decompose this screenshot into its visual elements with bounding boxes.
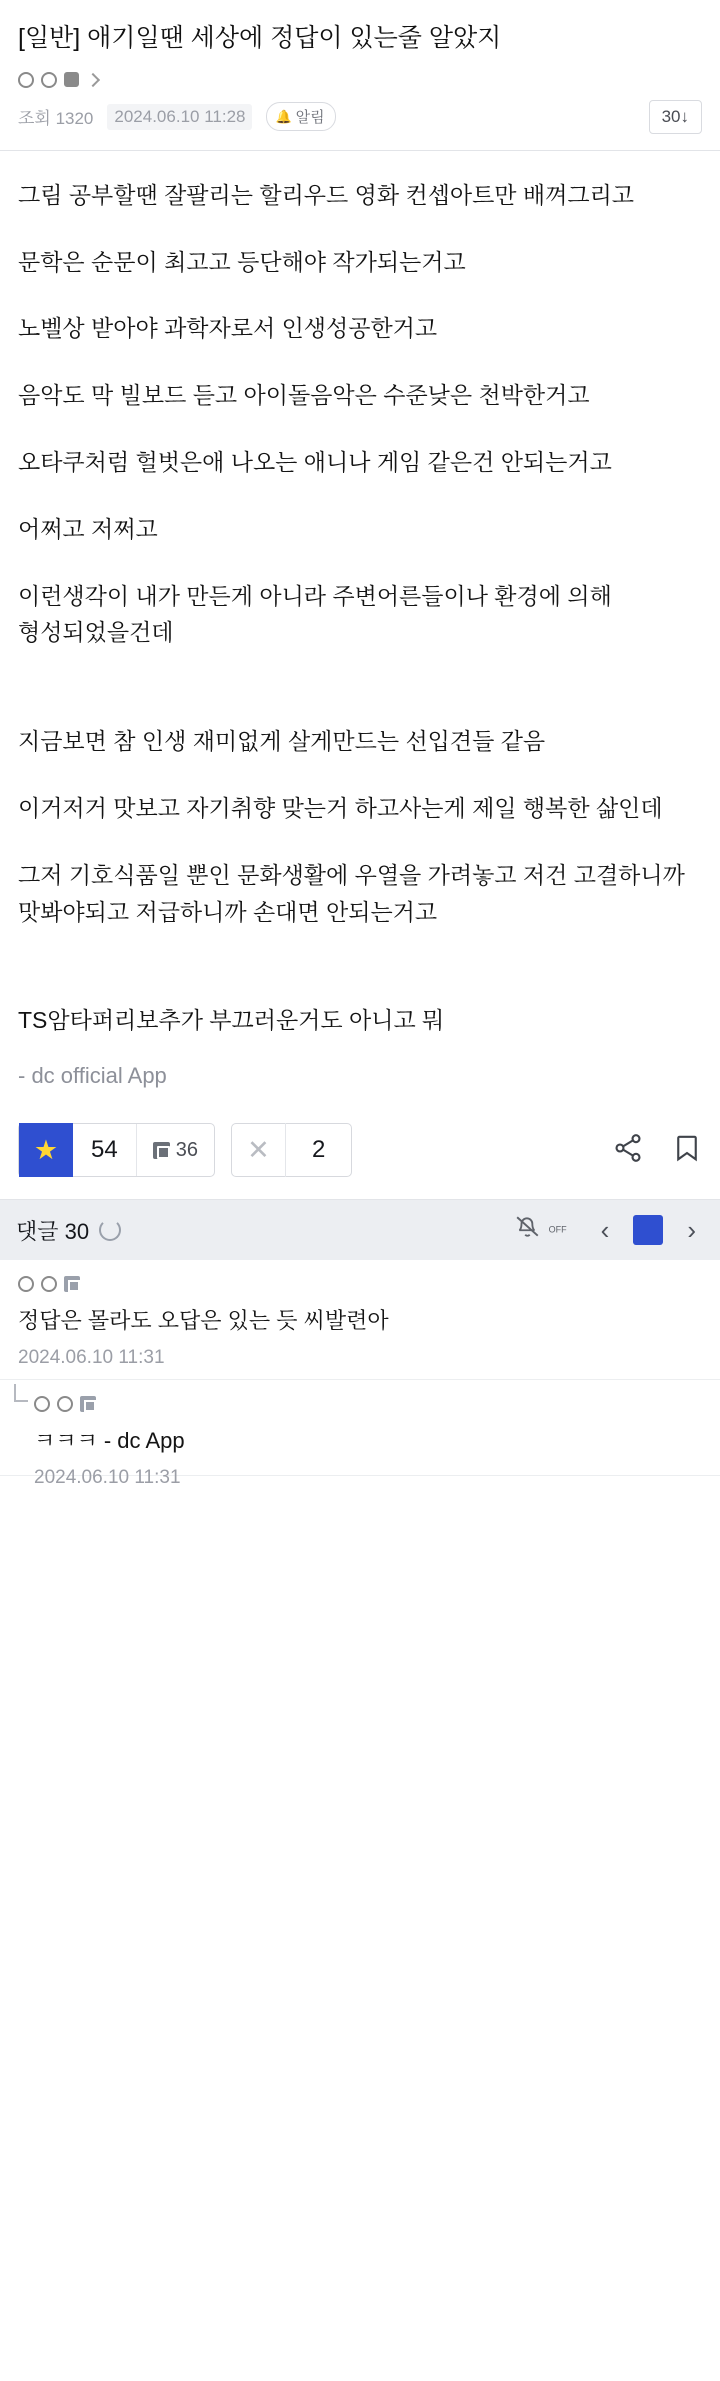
bell-icon: 🔔 bbox=[275, 108, 292, 124]
bookmark-icon[interactable] bbox=[672, 1132, 702, 1169]
comment-date: 2024.06.10 11:31 bbox=[34, 1467, 181, 1489]
prev-page-button[interactable]: ‹ bbox=[600, 1215, 610, 1246]
post-paragraph: 이런생각이 내가 만든게 아니라 주변어른들이나 환경에 의해 형성되었을건데 bbox=[18, 582, 612, 646]
list-item bbox=[0, 1260, 720, 1380]
author-badge-icon bbox=[64, 72, 79, 87]
upvote-group[interactable] bbox=[18, 1123, 215, 1177]
comment-badge-icon bbox=[64, 1276, 80, 1292]
comment-text: 정답은 몰라도 오답은 있는 듯 씨발련아 bbox=[18, 1308, 389, 1334]
comment-date: 2024.06.10 11:31 bbox=[18, 1347, 165, 1369]
comment-level-icon bbox=[57, 1396, 73, 1412]
downvote-group[interactable] bbox=[231, 1123, 352, 1177]
alarm-label: 알림 bbox=[295, 109, 325, 127]
post-paragraph: 오타쿠처럼 헐벗은애 나오는 애니나 게임 같은건 안되는거고 bbox=[18, 448, 612, 475]
share-icon[interactable] bbox=[612, 1132, 644, 1169]
action-bar bbox=[0, 1111, 720, 1200]
view-count: 조회 1320 bbox=[18, 109, 94, 129]
post-paragraph: 어쩌고 저쩌고 bbox=[18, 515, 158, 542]
notification-off-label: OFF bbox=[548, 1224, 567, 1235]
jump-to-comments-button[interactable]: 30↓ bbox=[649, 100, 702, 134]
comments-title: 댓글 30 bbox=[16, 1218, 90, 1244]
comment-author[interactable] bbox=[18, 1276, 702, 1292]
star-icon[interactable]: ★ bbox=[19, 1123, 73, 1177]
next-page-button[interactable]: › bbox=[687, 1215, 696, 1246]
post-date: 2024.06.10 11:28 bbox=[107, 104, 252, 130]
comment-badge-icon bbox=[80, 1396, 96, 1412]
comment-avatar-icon bbox=[18, 1276, 34, 1292]
list-item bbox=[0, 1380, 720, 1489]
post-paragraph: 문학은 순문이 최고고 등단해야 작가되는거고 bbox=[18, 248, 466, 275]
comment-avatar-icon bbox=[34, 1396, 50, 1412]
post-paragraph: 노벨상 받아야 과학자로서 인생성공한거고 bbox=[18, 315, 438, 342]
post-paragraph: TS암타퍼리보추가 부끄러운거도 아니고 뭐 bbox=[18, 1007, 445, 1034]
current-page-indicator[interactable] bbox=[633, 1215, 663, 1245]
author-avatar-icon bbox=[18, 72, 34, 88]
author-row[interactable] bbox=[0, 62, 720, 100]
post-meta bbox=[0, 100, 720, 151]
recommend-icon bbox=[153, 1142, 170, 1159]
comment-level-icon bbox=[41, 1276, 57, 1292]
upvote-count: 54 bbox=[73, 1124, 137, 1176]
page-title: [일반] 애기일땐 세상에 정답이 있는줄 알았지 bbox=[18, 24, 502, 52]
comment-text: ㅋㅋㅋ - dc App bbox=[34, 1428, 185, 1454]
author-level-icon bbox=[41, 72, 57, 88]
refresh-icon[interactable] bbox=[99, 1219, 121, 1241]
x-icon[interactable]: ✕ bbox=[232, 1123, 286, 1177]
post-paragraph: 지금보면 참 인생 재미없게 살게만드는 선입견들 같음 bbox=[18, 728, 546, 755]
recommend-count: 36 bbox=[175, 1138, 198, 1161]
downvote-count: 2 bbox=[311, 1136, 326, 1164]
notification-off-icon[interactable] bbox=[513, 1214, 567, 1246]
post-body bbox=[0, 151, 720, 1039]
post-paragraph: 그저 기호식품일 뿐인 문화생활에 우열을 가려놓고 저건 고결하니까 맛봐야되고 저급하니까 손대면 안되는거고 bbox=[18, 861, 685, 925]
comment-author[interactable] bbox=[34, 1396, 702, 1412]
post-paragraph: 그림 공부할땐 잘팔리는 할리우드 영화 컨셉아트만 배껴그리고 bbox=[18, 181, 635, 208]
chevron-right-icon[interactable] bbox=[86, 73, 100, 87]
app-signature: - dc official App bbox=[18, 1063, 167, 1089]
reply-indicator-icon bbox=[14, 1384, 28, 1402]
post-paragraph: 이거저거 맛보고 자기취향 맞는거 하고사는게 제일 행복한 삶인데 bbox=[18, 794, 663, 821]
comments-header bbox=[0, 1200, 720, 1260]
alarm-button[interactable] bbox=[266, 102, 335, 131]
post-paragraph: 음악도 막 빌보드 듣고 아이돌음악은 수준낮은 천박한거고 bbox=[18, 382, 590, 409]
recommend-button[interactable] bbox=[137, 1124, 214, 1176]
